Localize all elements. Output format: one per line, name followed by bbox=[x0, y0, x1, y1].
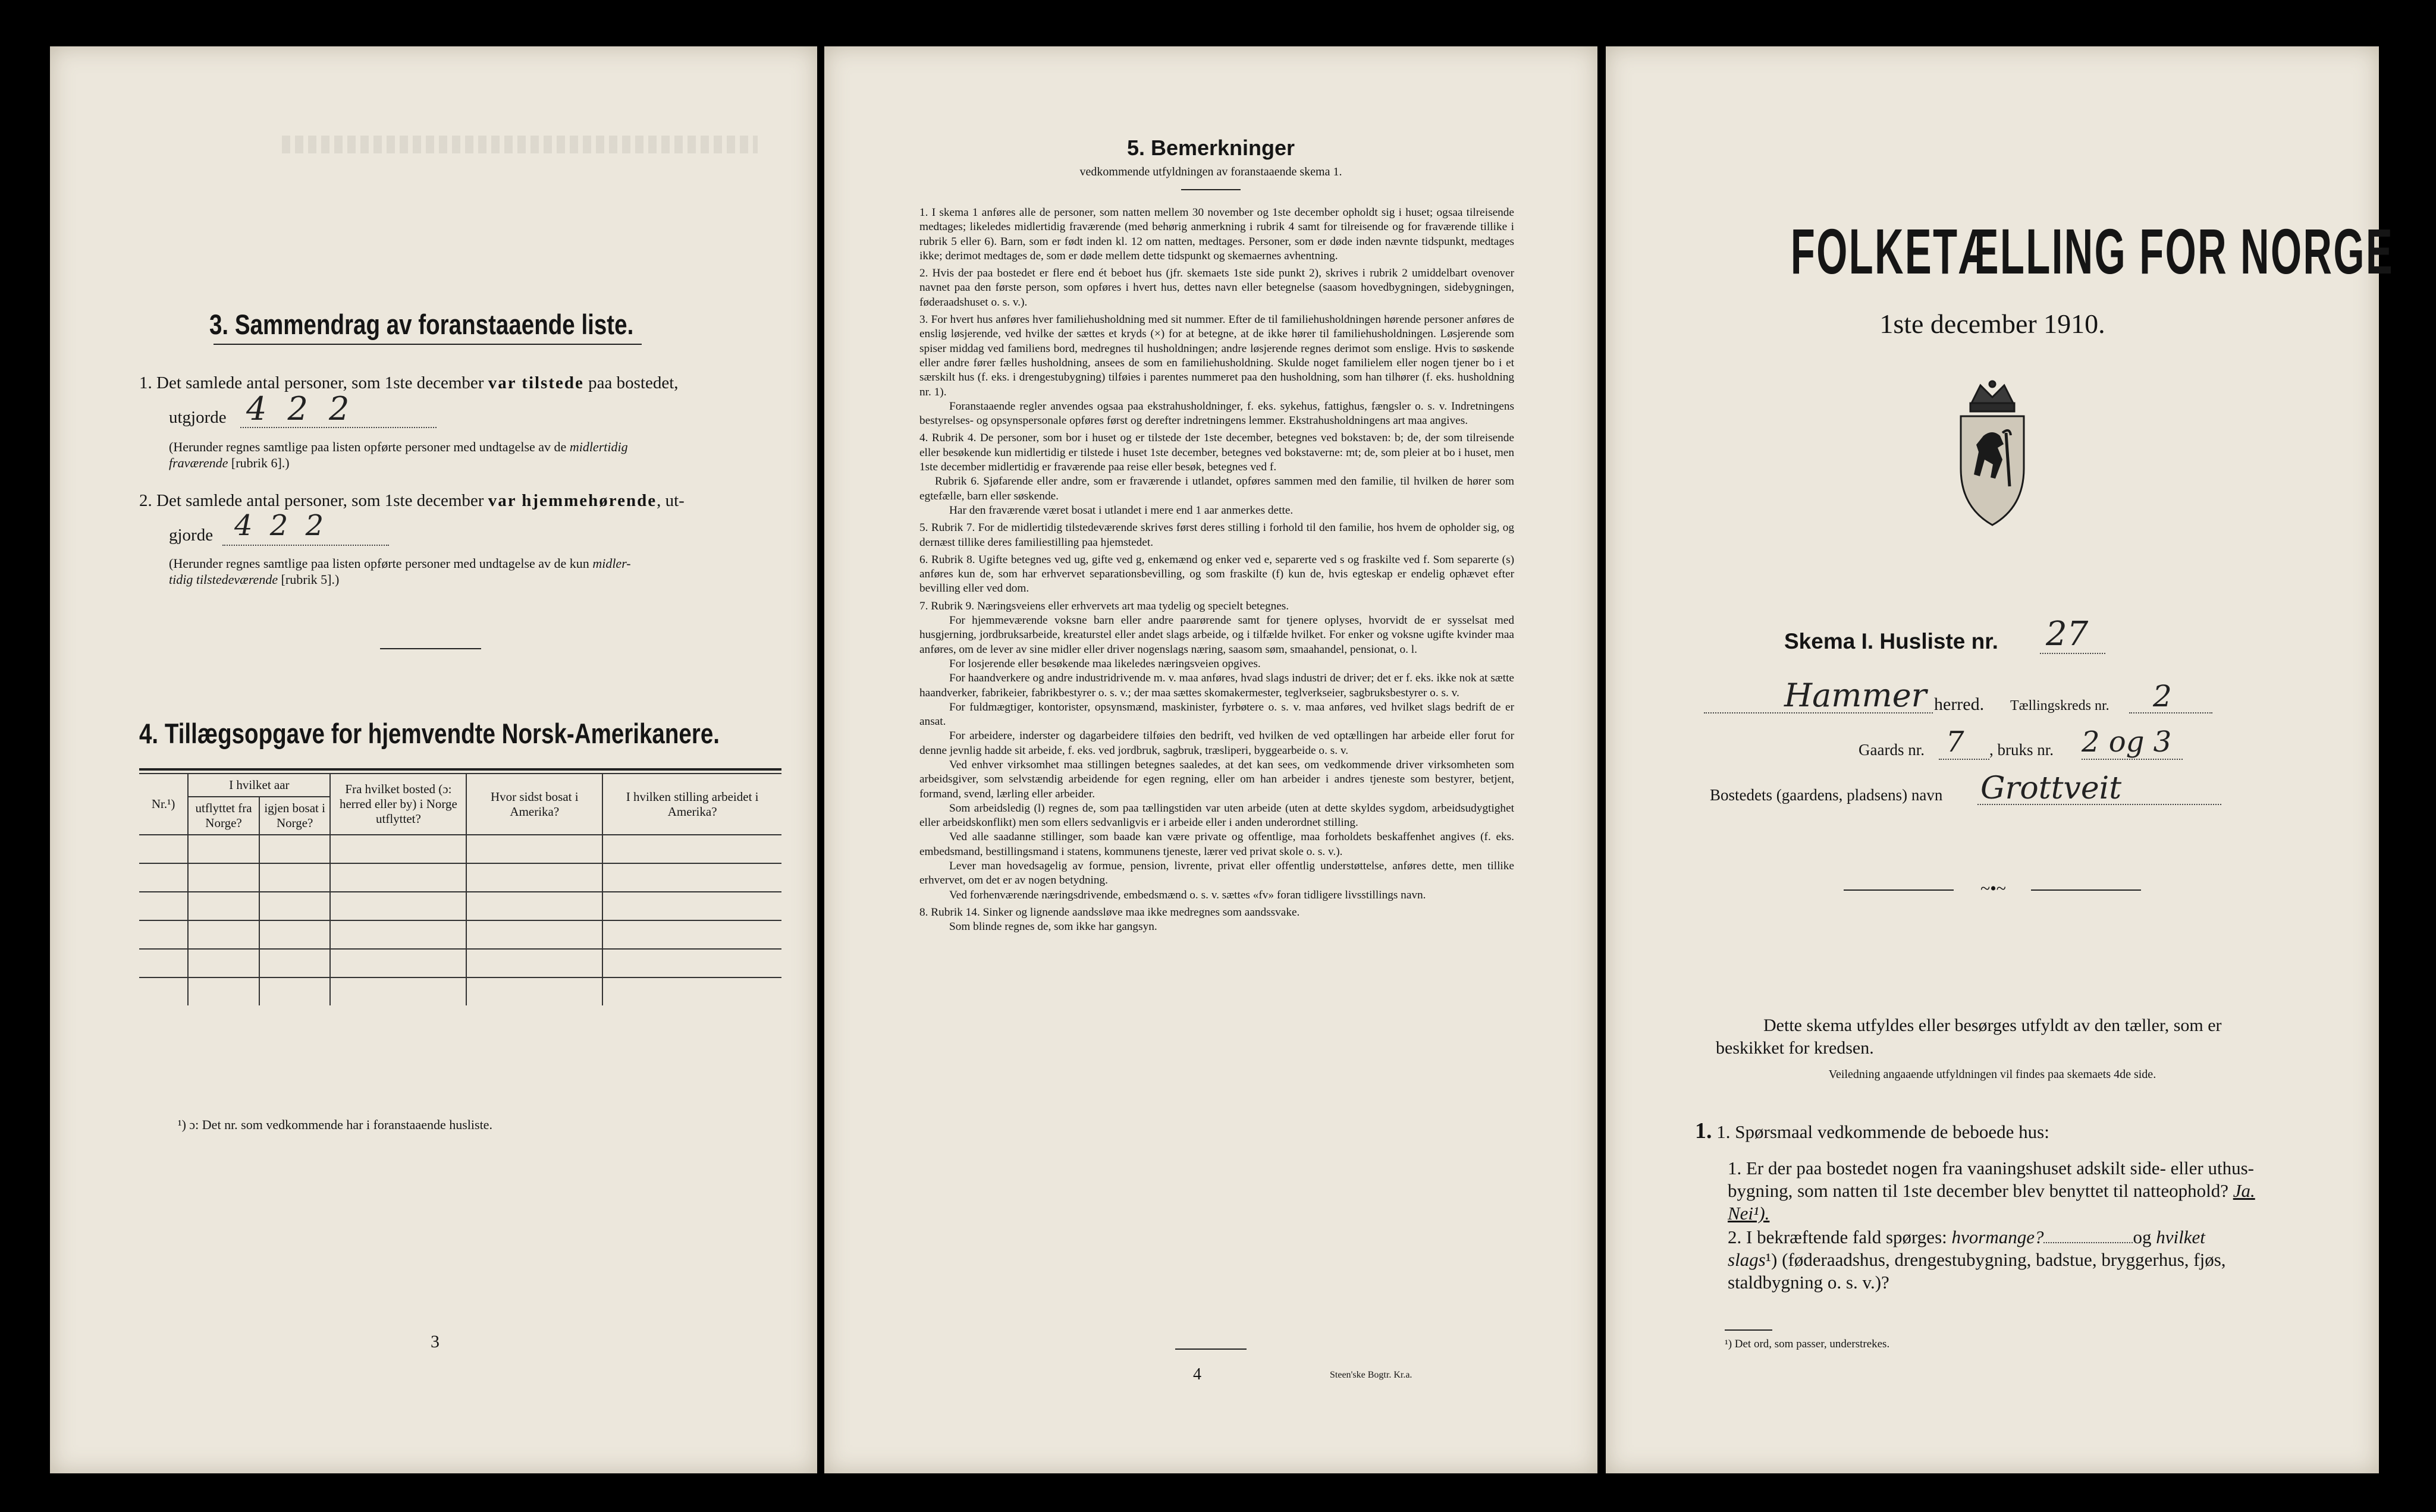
bruks-value: 2 og 3 bbox=[2082, 725, 2172, 759]
remark-paragraph: For haandverkere og andre industridrivende m. v. maa anføres, hvad slags industri de driver; det er f. eks. ikke nok at sætte haandverker, fabrikeier, fabrikbestyrer o. s. v.; der maa sættes skomakermester, teglverkseier, sagbruksbestyrer o. s. v. bbox=[919, 672, 1514, 699]
remark-paragraph: For arbeidere, inderster og dagarbeidere tilføies den bedrift, ved hvilken de ved optællingen har arbeide eller forut for denne jevnlig hadde sit arbeide, f. eks. ved jordbruk, sagbruk, træsliperi, byggearbeide o. s. v. bbox=[919, 730, 1514, 757]
main-title-wrap bbox=[1606, 214, 2394, 288]
subtitle-rule bbox=[1181, 189, 1241, 190]
table-row bbox=[139, 863, 781, 892]
ornament-icon: ~•~ bbox=[1980, 879, 2006, 898]
ornament-rule-right bbox=[2031, 889, 2141, 891]
remark-paragraph: Ved alle saadanne stillinger, som baade kan være private og offentlige, maa forholdets beskaffenhet angives (f. eks. embedsmand, bestillingsmand i statens, kommunens tjeneste, lærer ved privat skole o. s. v.). bbox=[919, 831, 1514, 858]
table-row bbox=[139, 835, 781, 863]
remark-paragraph: 4. Rubrik 4. De personer, som bor i huset og er tilstede der 1ste december, betegnes ved bokstaven: b; de, der som tilreisende eller besøkende kun midlertidig er tilstede i huset 1ste december, betegnes ved bokstaverne: mt; de, som pleier at bo i huset, men 1ste december midlertidig er fraværende paa reise eller besøk, betegnes ved f. bbox=[919, 432, 1514, 474]
s3-item-1-note-ital-2: fraværende bbox=[169, 455, 228, 470]
remark-paragraph: For fuldmægtiger, kontorister, opsynsmænd, maskinister, fyrbøtere o. s. v. maa anføres, ved hvilket slags bedrift de er ansat. bbox=[919, 700, 1514, 728]
right-page bbox=[1606, 46, 2394, 1473]
q1-2-text-a: 2. I bekræftende fald spørges: bbox=[1728, 1227, 1952, 1247]
divider bbox=[380, 648, 481, 649]
q1-2-ital-2: hvilket slags bbox=[1728, 1227, 2205, 1270]
left-page bbox=[50, 46, 817, 1473]
th-igjen: igjen bosat i Norge? bbox=[259, 797, 331, 835]
norsk-amerikanere-table bbox=[139, 773, 781, 1005]
herred-value: Hammer bbox=[1784, 677, 1927, 714]
s3-item-1-note-text: (Herunder regnes samtlige paa listen opførte personer med undtagelse av de bbox=[169, 439, 570, 454]
remark-paragraph: Som blinde regnes de, som ikke har gangsyn. bbox=[949, 920, 1157, 933]
s3-item-1-bold: var tilstede bbox=[488, 373, 584, 392]
table-row bbox=[139, 949, 781, 977]
q1-heading-text: 1. Spørsmaal vedkommende de beboede hus: bbox=[1716, 1121, 2049, 1142]
bemerkninger-title: 5. Bemerkninger bbox=[1126, 136, 1295, 160]
remark-paragraph: Ved enhver virksomhet maa stillingen betegnes saaledes, at det kan sees, om vedkommende driver virksomheten som arbeidsgiver, som selvstændig arbeidende for egen regning, eller om han arbeider i andres tjeneste som bestyrer, betjent, formand, svend, lærling eller arbeider. bbox=[919, 758, 1514, 800]
remark-paragraph: 6. Rubrik 8. Ugifte betegnes ved ug, gifte ved g, enkemænd og enker ved e, separerte ved s og fraskilte ved f. Som separerte (s) anføres kun de, som har erhvervet separationsbevilling, og som fraskilte (f) kun de, hvis egteskap er endelig ophævet efter bevilling eller ved dom. bbox=[919, 553, 1514, 595]
s3-item-2-bold: var hjemmehørende bbox=[488, 491, 657, 510]
s3-item-2-dotline bbox=[222, 545, 389, 546]
census-date: 1ste december 1910. bbox=[1879, 309, 2105, 339]
remark-paragraph: Rubrik 6. Sjøfarende eller andre, som er fraværende i utlandet, opføres sammen med den familie, til hvilken de hører som egtefælle, barn eller søskende. bbox=[919, 475, 1514, 502]
s3-item-2-text: 2. Det samlede antal personer, som 1ste december bbox=[139, 491, 488, 510]
s3-item-2-note-ital: midler- bbox=[592, 556, 631, 571]
remark-paragraph: 1. I skema 1 anføres alle de personer, som natten mellem 30 november og 1ste december opholdt sig i huset; ogsaa tilreisende medtages; likeledes midlertidig fraværende (med behørig anmerkning i rubrik 4 samt for tilreisende og for fraværende tillike i rubrik 5 eller 6). Barn, som er født inden kl. 12 om natten, medtages. Personer, som er døde inden nævnte tidspunkt, medtages ikke; derimot medtages de, som er døde mellem dette tidspunkt og skemaernes avhentning. bbox=[919, 206, 1514, 262]
q1-2-ital-1: hvormange? bbox=[1951, 1227, 2044, 1247]
th-fra: Fra hvilket bosted (ɔ: herred eller by) i Norge utflyttet? bbox=[330, 774, 466, 835]
bleed-through bbox=[282, 136, 758, 153]
s3-item-2-gjorde: gjorde bbox=[169, 526, 214, 545]
th-group: I hvilket aar bbox=[188, 774, 330, 797]
kreds-label: Tællingskreds nr. bbox=[2010, 698, 2109, 713]
s3-item-1-utgjorde: utgjorde bbox=[169, 408, 227, 427]
bruks-label: , bruks nr. bbox=[1989, 741, 2054, 759]
q1-heading: 1. 1. Spørsmaal vedkommende de beboede hus: bbox=[1695, 1118, 2049, 1143]
s3-item-2-end: , ut- bbox=[657, 491, 685, 510]
middle-page bbox=[824, 46, 1597, 1473]
q1-1-text: 1. Er der paa bostedet nogen fra vaaningshuset adskilt side- eller uthus-bygning, som natten til 1ste december blev benyttet til natteophold? bbox=[1728, 1158, 2254, 1201]
bosted-value: Grottveit bbox=[1980, 771, 2122, 806]
q1-1 bbox=[1728, 1157, 2257, 1225]
s3-item-1-note-text-2: [rubrik 6].) bbox=[228, 455, 290, 470]
s3-item-1 bbox=[139, 372, 746, 394]
printer-mark: Steen'ske Bogtr. Kr.a. bbox=[1330, 1370, 1412, 1380]
remark-paragraph: 3. For hvert hus anføres hver familiehusholdning med sit nummer. Efter de til familiehusholdningen hørende personer anføres de enslig løsjerende, ved hvilke der sættes et kryds (×) for at betegne, at de ikke hører til familiehusholdningen. Løsjerende som spiser middag ved familiens bord, medregnes til husholdningen; andre løsjerende regnes derimot som enslige. Hvis to søskende eller andre fører fælles husholdning, ansees de som en familiehusholdning. Skulde noget familielem eller nogen tjener bo i et særskilt hus (f. eks. i drengestubygning) tilføies i parentes nummeret paa den husholdning, som han tilhører (f. eks. husholdning nr. 1). bbox=[919, 313, 1514, 398]
s3-item-2-note-text: (Herunder regnes samtlige paa listen opførte personer med undtagelse av de kun bbox=[169, 556, 593, 571]
s3-item-2-note-ital-2: tidig tilstedeværende bbox=[169, 572, 278, 587]
th-hvor: Hvor sidst bosat i Amerika? bbox=[466, 774, 602, 835]
section-4-title: 4. Tillægsopgave for hjemvendte Norsk-Amerikanere. bbox=[139, 718, 720, 749]
q1-2-text-b: og bbox=[2133, 1227, 2156, 1247]
s3-item-1-text: 1. Det samlede antal personer, som 1ste december bbox=[139, 373, 488, 392]
gaards-dotline bbox=[1939, 759, 1989, 760]
s3-item-1-end: paa bostedet, bbox=[583, 373, 679, 392]
ornament-rule-left bbox=[1844, 889, 1954, 891]
remark-paragraph: Foranstaaende regler anvendes ogsaa paa ekstrahusholdninger, f. eks. sykehus, fattighus, fængsler o. s. v. Indretningens bestyrelses- og opsynspersonale opføres først og derefter indretningens lemmer. Ekstrahusholdningens art maa angives. bbox=[919, 400, 1514, 427]
s3-item-2-handwritten-value: 4 2 2 bbox=[234, 509, 324, 542]
main-title: FOLKETÆLLING FOR NORGE bbox=[1790, 215, 2394, 287]
bruks-dotline bbox=[2082, 759, 2183, 760]
page-number-3: 3 bbox=[431, 1332, 440, 1351]
table-row bbox=[139, 920, 781, 949]
bottom-rule bbox=[1175, 1348, 1247, 1350]
section-3-title: 3. Sammendrag av foranstaaende liste. bbox=[209, 309, 634, 340]
s3-item-1-handwritten-value: 4 2 2 bbox=[246, 390, 350, 427]
husliste-number: 27 bbox=[2046, 615, 2089, 653]
bosted-label: Bostedets (gaardens, pladsens) navn bbox=[1710, 786, 1943, 804]
remark-paragraph: 2. Hvis der paa bostedet er flere end ét beboet hus (jfr. skemaets 1ste side punkt 2), skrives i rubrik 2 umiddelbart ovenover navnet paa den første person, som opføres i hvert hus, dettes navn eller betegnelse (saasom hovedbygningen, sidebygningen, føderaadshuset o. s. v.). bbox=[919, 267, 1514, 309]
table-row bbox=[139, 977, 781, 1005]
intro-text: Dette skema utfyldes eller besørges utfyldt av den tæller, som er beskikket for kredsen. bbox=[1716, 1016, 2222, 1058]
remark-paragraph: Som arbeidsledig (l) regnes de, som paa tællingstiden var uten arbeide (uten at dette skyldes sygdom, arbeidsudygtighet eller arbeidskonflikt) men som ellers sedvanligvis er i arbeide eller i anden underordnet stilling. bbox=[919, 801, 1514, 829]
remark-paragraph: Lever man hovedsagelig av formue, pension, livrente, privat eller offentlig understøttelse, anføres dette, men tillike erhvervet, om det er av nogen betydning. bbox=[919, 860, 1514, 887]
title-underline bbox=[214, 344, 642, 345]
remark-paragraph: For losjerende eller besøkende maa likeledes næringsveien opgives. bbox=[949, 657, 1261, 670]
s3-item-2-note-text-2: [rubrik 5].) bbox=[278, 572, 340, 587]
bemerkninger-body bbox=[919, 206, 1514, 935]
skema-label: Skema I. Husliste nr. bbox=[1784, 629, 1998, 653]
table-top-rule bbox=[139, 768, 781, 771]
table-row bbox=[139, 892, 781, 920]
s3-item-2-note bbox=[169, 555, 752, 587]
norwegian-coat-of-arms-icon bbox=[1948, 379, 2037, 528]
th-nr: Nr.¹) bbox=[139, 774, 188, 835]
remark-paragraph: Har den fraværende været bosat i utlandet i mere end 1 aar anmerkes dette. bbox=[949, 504, 1294, 517]
footnote: ¹) Det ord, som passer, understrekes. bbox=[1725, 1338, 1890, 1350]
remark-paragraph: 7. Rubrik 9. Næringsveiens eller erhvervets art maa tydelig og specielt betegnes. bbox=[919, 599, 1289, 612]
remark-paragraph: 5. Rubrik 7. For de midlertidig tilstedeværende skrives først deres stilling i forhold til den familie, hos hvem de opholder sig, og dernæst tillike deres familiestilling paa hjemstedet. bbox=[919, 521, 1514, 549]
bemerkninger-subtitle: vedkommende utfyldningen av foranstaaende skema 1. bbox=[1079, 165, 1342, 178]
gaards-value: 7 bbox=[1946, 725, 1964, 759]
veiledning-text: Veiledning angaaende utfyldningen vil findes paa skemaets 4de side. bbox=[1828, 1068, 2156, 1081]
q1-2 bbox=[1728, 1226, 2257, 1294]
th-utflyttet: utflyttet fra Norge? bbox=[188, 797, 259, 835]
footnote-rule bbox=[1725, 1329, 1772, 1331]
s3-item-1-note-ital: midlertidig bbox=[569, 439, 628, 454]
q1-2-text-c: ¹) (føderaadshus, drengestubygning, badstue, bryggerhus, fjøs, staldbygning o. s. v.)? bbox=[1728, 1249, 2226, 1293]
th-stilling: I hvilken stilling arbeidet i Amerika? bbox=[602, 774, 781, 835]
q1-1-answer: Ja. Nei¹). bbox=[1728, 1180, 2255, 1224]
gaards-label: Gaards nr. bbox=[1859, 741, 1925, 759]
remark-paragraph: For hjemmeværende voksne barn eller andre paarørende samt for tjenere oplyses, hvorvidt de er sysselsat med husgjerning, jordbruksarbeide, kreaturstel eller andet slags arbeide, og i tilfælde hvilket. For enker og voksne ugifte kvinder maa anføres, om de lever av sine midler eller driver nogenslags næring, saasom søm, smaahandel, pensionat, o. l. bbox=[919, 614, 1514, 656]
herred-label: herred. bbox=[1934, 694, 1985, 714]
s3-item-2 bbox=[139, 490, 746, 511]
page-number-4: 4 bbox=[1193, 1365, 1201, 1384]
table-footnote: ¹) ɔ: Det nr. som vedkommende har i foranstaaende husliste. bbox=[178, 1117, 492, 1132]
remark-paragraph: Ved forhenværende næringsdrivende, embedsmænd o. s. v. sættes «fv» foran tidligere livsstillings navn. bbox=[949, 888, 1426, 901]
kreds-value: 2 bbox=[2153, 679, 2172, 713]
s3-item-1-note bbox=[169, 439, 752, 471]
remark-paragraph: 8. Rubrik 14. Sinker og lignende aandssløve maa ikke medregnes som aandssvake. bbox=[919, 906, 1300, 919]
